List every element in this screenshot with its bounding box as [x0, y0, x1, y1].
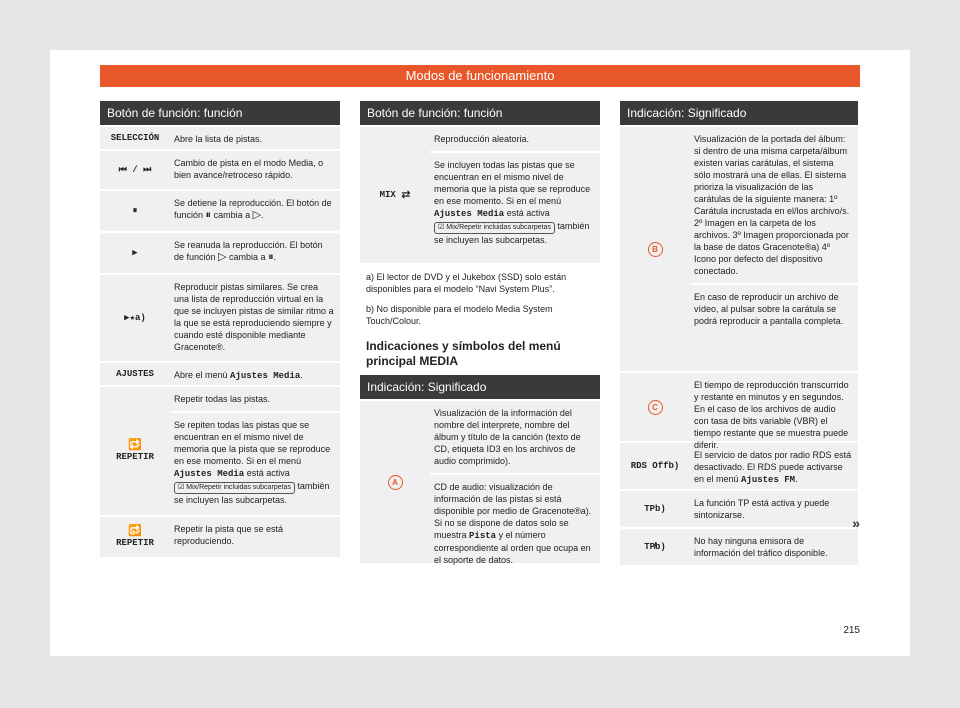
page-number: 215: [843, 625, 860, 636]
play-icon: ▷: [252, 208, 262, 221]
table-row: AJUSTES Abre el menú Ajustes Media.: [100, 361, 340, 385]
play-icon: ▶: [132, 248, 138, 258]
table-row: RDS Offb) El servicio de datos por radio RDS está desactivado. El RDS puede activarse en el menú Ajustes FM.: [620, 441, 858, 489]
table-row: ⏮ / ⏭ Cambio de pista en el modo Media, o bien avance/retroceso rápido.: [100, 149, 340, 189]
table-row: ▶ Se reanuda la reproducción. El botón de función ▷ cambia a ⏸.: [100, 231, 340, 273]
table-row: TP̸b) No hay ninguna emisora de información del tráfico disponible.: [620, 527, 858, 565]
repeat-one-icon: 🔂: [128, 524, 142, 537]
shuffle-icon: ⇄: [401, 188, 411, 201]
pause-icon: ⏸: [205, 208, 212, 221]
footnote-a: a) El lector de DVD y el Jukebox (SSD) solo están disponibles para el modelo “Navi System Plus”.: [366, 272, 567, 294]
pause-icon: ⏸: [132, 206, 138, 216]
table-function-buttons-1: [100, 101, 340, 557]
table-row: ⏸ Se detiene la reproducción. El botón de función ⏸ cambia a ▷.: [100, 189, 340, 231]
table-indications: [620, 101, 858, 565]
table-row: 🔂 REPETIR Repetir la pista que se está reproduciendo.: [100, 515, 340, 557]
table-header: Botón de función: función: [360, 101, 600, 125]
table-header: Indicación: Significado: [360, 375, 600, 399]
continue-chevron-icon: »: [852, 515, 860, 531]
repeat-all-icon: 🔁: [128, 438, 142, 451]
play-icon: ▷: [218, 250, 227, 263]
checkbox-mix-repeat: ☑ Mix/Repetir incluidas subcarpetas: [174, 482, 295, 494]
footnote-b: b) No disponible para el modelo Media System Touch/Colour.: [366, 304, 553, 326]
table-row: 🔁 REPETIR Repetir todas las pistas. Se repiten todas las pistas que se encuentran en el mismo nivel de memoria que la pista que se reproduce en ese momento. Si en el menú Ajustes Media está activa ☑ Mix/Repetir incluidas subcarpetas también se incluyen las subcarpetas.: [100, 385, 340, 515]
table-function-buttons-2: [360, 101, 600, 563]
callout-c: C: [648, 400, 663, 415]
checkbox-mix-repeat: ☑ Mix/Repetir incluidas subcarpetas: [434, 222, 555, 234]
table-row: C El tiempo de reproducción transcurrido y restante en minutos y en segundos. En el caso de los archivos de audio con tasa de bits variable (VBR) el tiempo restante que se muestra puede diferir.: [620, 371, 858, 441]
table-row: A Visualización de la información del nombre del interprete, nombre del álbum y título de la canción (texto de CD, etiqueta ID3 en los archivos de audio comprimido). CD de audio: visualización de información de las pistas si está disponible por medio de Gracenote®a). Si no se dispone de datos solo se muestra Pista y el número correspondiente al orden que ocupa en el soporte de datos.: [360, 399, 600, 563]
table-row: SELECCIÓN Abre la lista de pistas.: [100, 125, 340, 149]
page-title: Modos de funcionamiento: [100, 65, 860, 87]
section-heading: Indicaciones y símbolos del menú principal MEDIA: [366, 339, 561, 368]
play-similar-icon: ▶★a): [124, 313, 146, 323]
table-header: Botón de función: función: [100, 101, 340, 125]
manual-page: [50, 50, 910, 656]
prev-next-icon: ⏮ / ⏭: [118, 165, 152, 175]
callout-b: B: [648, 242, 663, 257]
callout-a: A: [388, 475, 403, 490]
table-header: Indicación: Significado: [620, 101, 858, 125]
table-row: ▶★a) Reproducir pistas similares. Se crea una lista de reproducción virtual en la que se incluyen pistas de similar ritmo a la que se está reproduciendo siempre y cuando esté disponible mediante Gracenote®.: [100, 273, 340, 361]
table-row: TPb) La función TP está activa y puede sintonizarse.: [620, 489, 858, 527]
table-row: B Visualización de la portada del álbum: si dentro de una misma carpeta/álbum existen varias carátulas, el sistema sólo mostrará una de ellas. El sistema prioriza la visualización de las carátulas de la siguiente manera: 1º Carátula incrustada en el/los archivo/s. 2º Imagen en la carpeta de los archivos. 3º Imagen proporcionada por la base de datos Gracenote®a) 4º Icono por defecto del dispositivo conectado. En caso de reproducir un archivo de vídeo, al pulsar sobre la carátula se podrá reproducir a pantalla completa.: [620, 125, 858, 371]
table-row: MIX ⇄ Reproducción aleatoria. Se incluyen todas las pistas que se encuentran en el mismo nivel de memoria que la pista que se reproduce en ese momento. Si en el menú Ajustes Media está activa ☑ Mix/Repetir incluidas subcarpetas también se incluyen las subcarpetas.: [360, 125, 600, 263]
pause-icon: ⏸: [268, 250, 274, 263]
